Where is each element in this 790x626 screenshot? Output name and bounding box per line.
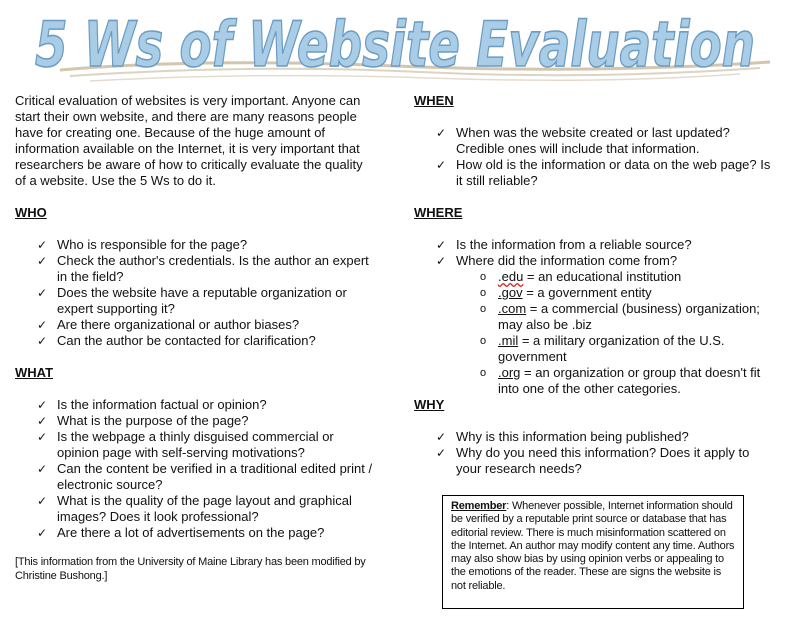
domain-item: o .org = an organization or group that doesn't fit into one of the other categories. — [480, 365, 761, 396]
domain-item: o .com = a commercial (business) organization; may also be .biz — [480, 301, 760, 332]
remember-box — [442, 495, 744, 609]
what-list — [15, 397, 375, 541]
check-icon: ✓ — [37, 430, 48, 444]
circle-bullet-icon: o — [480, 271, 487, 283]
circle-bullet-icon: o — [480, 335, 487, 347]
list-item: ✓ How old is the information or data on the web page? Is it still reliable? — [436, 157, 771, 188]
check-icon: ✓ — [37, 414, 48, 428]
list-item: ✓ When was the website created or last updated? Credible ones will include that information. — [436, 125, 730, 156]
page-title: 5 Ws of Website Evaluation — [35, 8, 755, 81]
remember-text: : Whenever possible, Internet information should be verified by a reputable print source or database that has editorial review. There is much misinformation scattered on the Internet. An author may modify content any time. Authors may also show bias by using opinion verbs or appealing to the emotions of the reader. These are signs the website is not reliable. — [451, 500, 735, 592]
list-item: ✓ What is the quality of the page layout and graphical images? Does it look professional? — [37, 493, 352, 524]
left-column — [15, 93, 375, 583]
check-icon: ✓ — [436, 126, 447, 140]
circle-bullet-icon: o — [480, 287, 487, 299]
check-icon: ✓ — [37, 398, 48, 412]
list-item: ✓ Why do you need this information? Does it apply to your research needs? — [436, 445, 750, 476]
what-heading: WHAT — [15, 365, 54, 380]
list-item: ✓ Can the author be contacted for clarification? — [37, 333, 316, 348]
where-list — [414, 237, 774, 397]
list-item: ✓ Does the website have a reputable organization or expert supporting it? — [37, 285, 347, 316]
check-icon: ✓ — [436, 430, 447, 444]
list-item: ✓ Can the content be verified in a traditional edited print / electronic source? — [37, 461, 373, 492]
where-heading: WHERE — [414, 205, 463, 220]
check-icon: ✓ — [37, 462, 48, 476]
intro-paragraph: Critical evaluation of websites is very important. Anyone can start their own website, and there are many reasons people have for creating one. Because of the huge amount of information available on the Internet, it is very important that researchers be aware of how to critically evaluate the quality of a website. Use the 5 Ws to do it. — [15, 93, 363, 188]
check-icon: ✓ — [436, 446, 447, 460]
list-item: ✓ Where did the information come from? o .edu = an educational institution o .gov = a government entity o .com = a commercial (business) organization; may also be .biz o .mil = a military organization of the U.S. government o .org = an organization or group that doesn't fit into one of the other categories. — [436, 253, 774, 397]
check-icon: ✓ — [436, 254, 447, 268]
domain-item: o .gov = a government entity — [480, 285, 652, 300]
check-icon: ✓ — [37, 494, 48, 508]
list-item: ✓ Are there organizational or author biases? — [37, 317, 300, 332]
right-column — [414, 93, 774, 477]
domain-list — [456, 269, 774, 397]
list-item: ✓ Who is responsible for the page? — [37, 237, 248, 252]
domain-item: o .mil = a military organization of the U.S. government — [480, 333, 725, 364]
title-banner — [0, 0, 790, 86]
remember-label: Remember — [451, 500, 507, 512]
circle-bullet-icon: o — [480, 303, 487, 315]
check-icon: ✓ — [436, 238, 447, 252]
check-icon: ✓ — [37, 526, 48, 540]
why-heading: WHY — [414, 397, 445, 412]
check-icon: ✓ — [37, 318, 48, 332]
when-heading: WHEN — [414, 93, 454, 108]
list-item: ✓ Check the author's credentials. Is the author an expert in the field? — [37, 253, 369, 284]
who-heading: WHO — [15, 205, 47, 220]
list-item: ✓ Is the webpage a thinly disguised commercial or opinion page with self-serving motivations? — [37, 429, 334, 460]
list-item: ✓ Why is this information being published? — [436, 429, 689, 444]
check-icon: ✓ — [37, 334, 48, 348]
check-icon: ✓ — [37, 254, 48, 268]
list-item: ✓ Is the information factual or opinion? — [37, 397, 267, 412]
when-list — [414, 125, 774, 189]
source-note: [This information from the University of Maine Library has been modified by Christine Bushong.] — [15, 556, 366, 582]
why-list — [414, 429, 774, 477]
list-item: ✓ What is the purpose of the page? — [37, 413, 249, 428]
list-item: ✓ Is the information from a reliable source? — [436, 237, 692, 252]
circle-bullet-icon: o — [480, 367, 487, 379]
check-icon: ✓ — [37, 286, 48, 300]
title-wordart — [0, 0, 790, 86]
who-list — [15, 237, 375, 349]
check-icon: ✓ — [436, 158, 447, 172]
check-icon: ✓ — [37, 238, 48, 252]
domain-item: o .edu = an educational institution — [480, 269, 682, 284]
list-item: ✓ Are there a lot of advertisements on the page? — [37, 525, 325, 540]
